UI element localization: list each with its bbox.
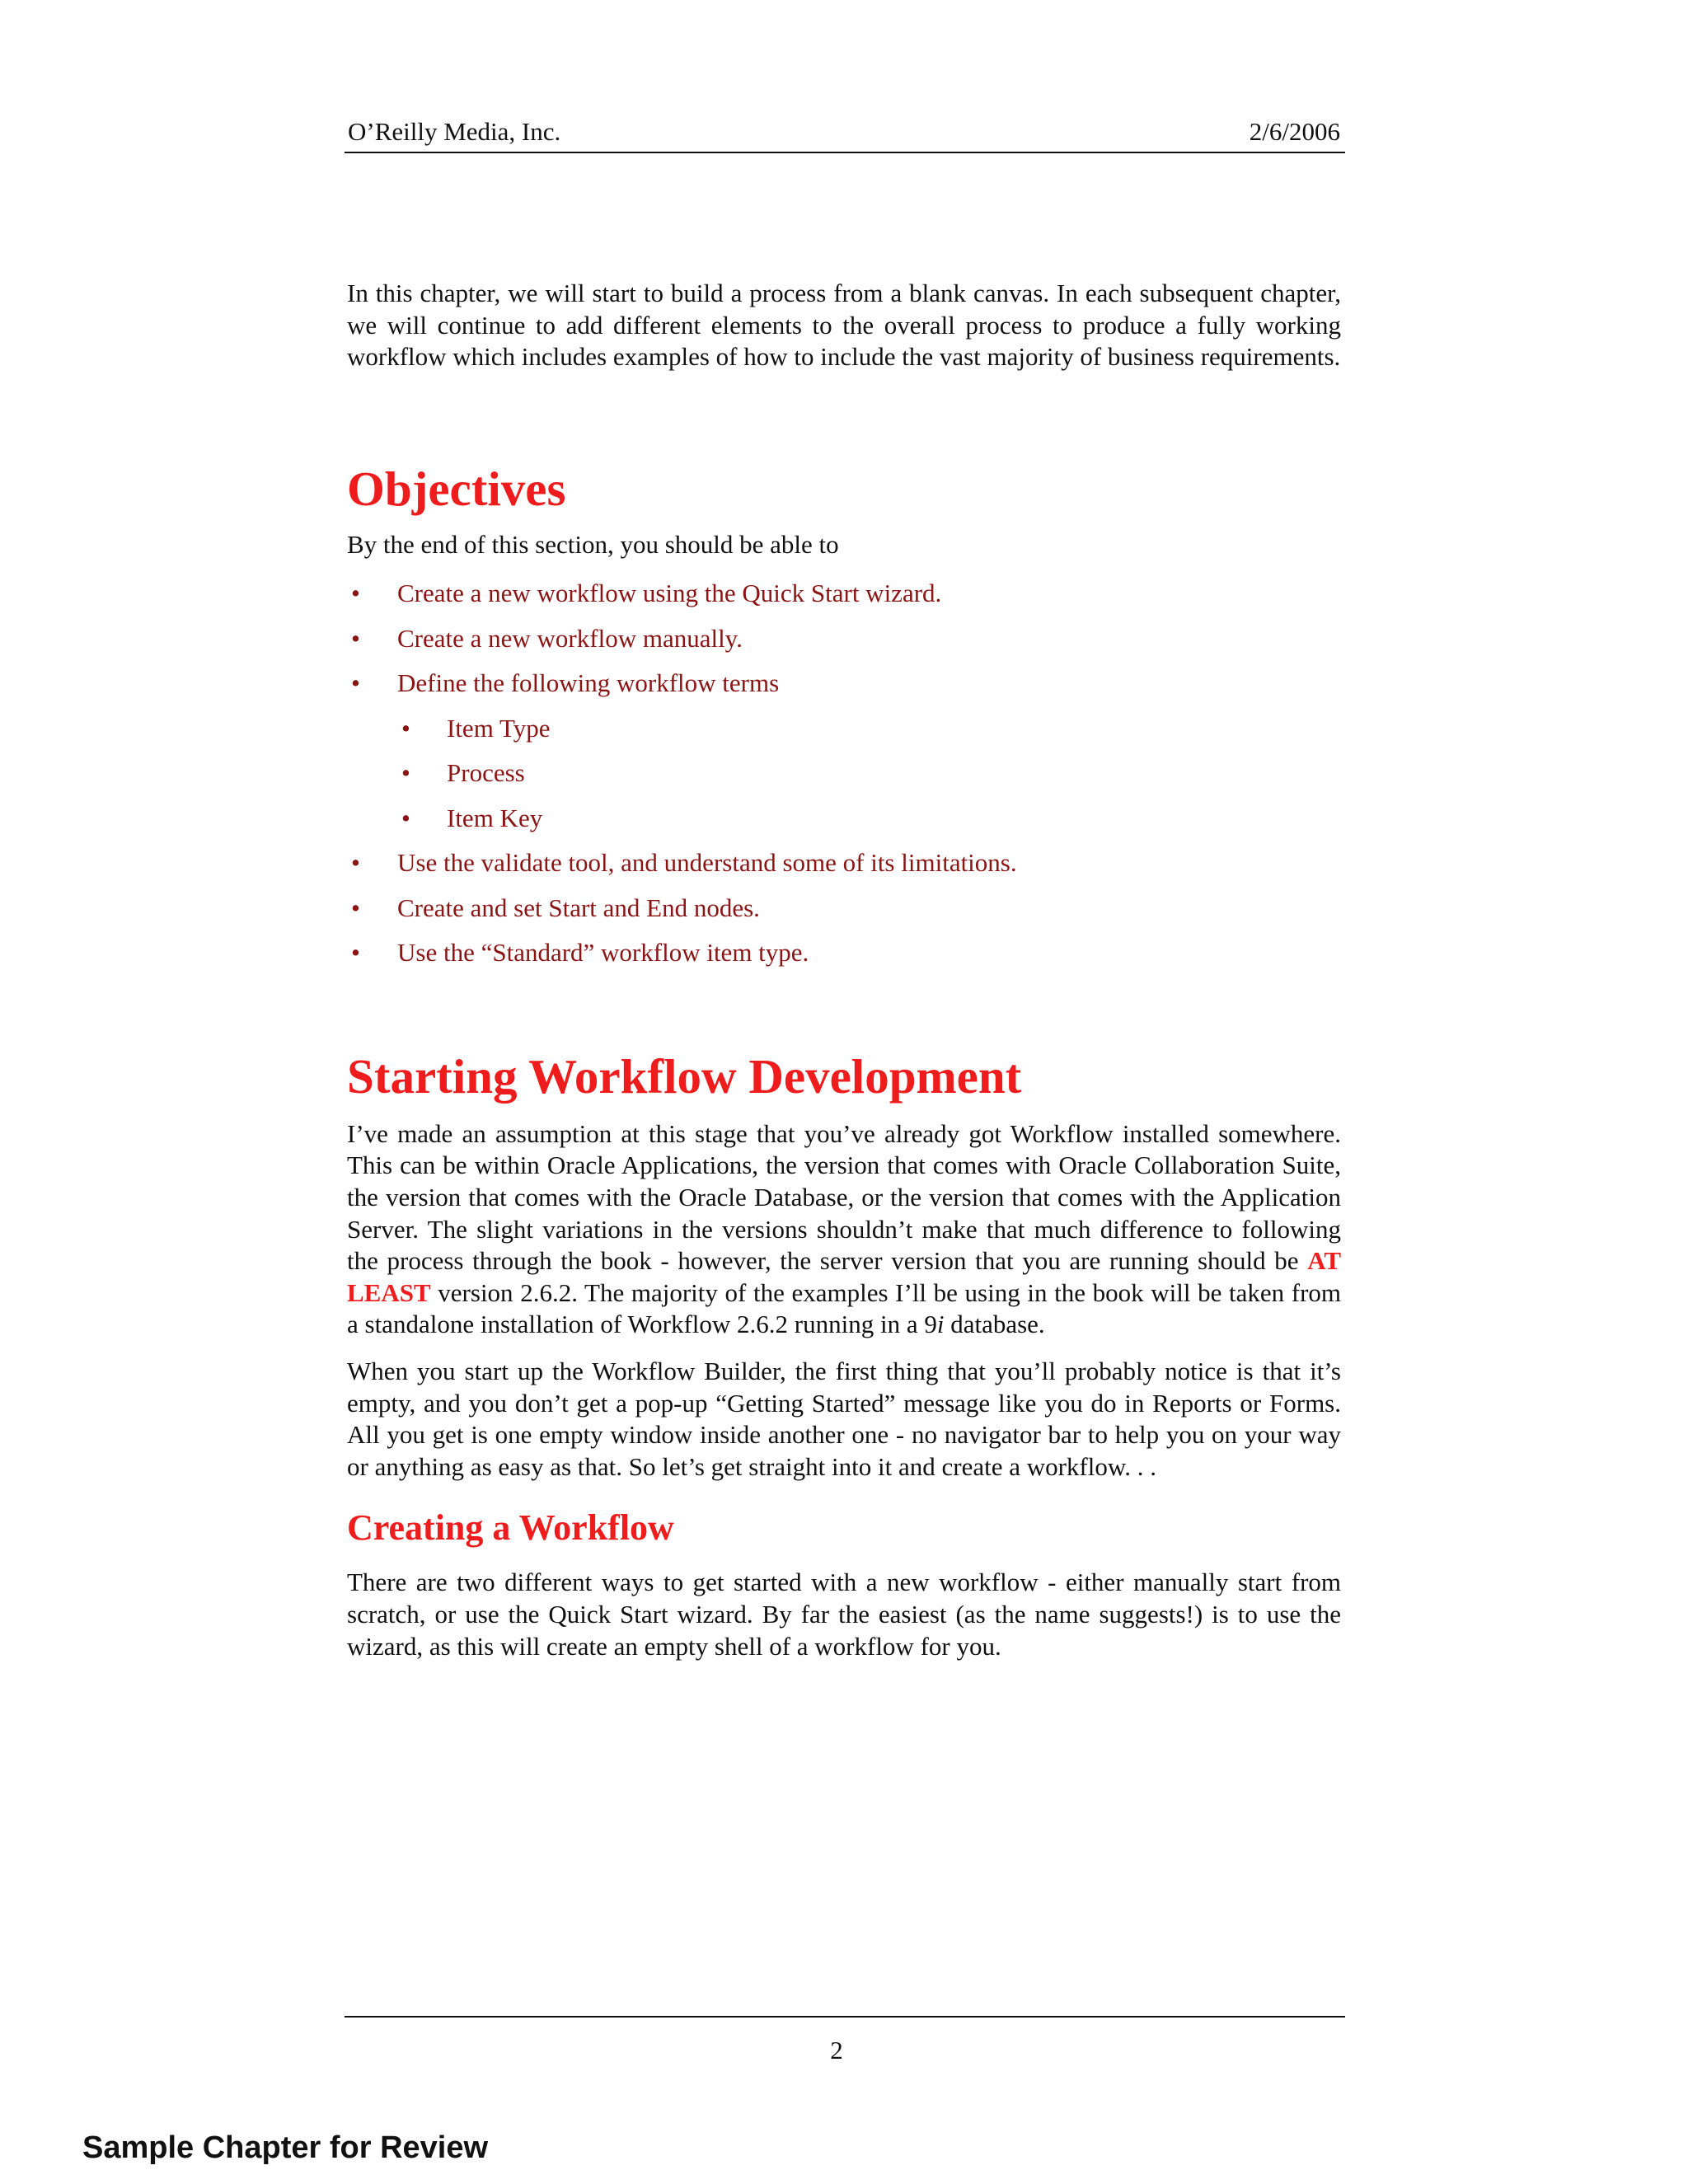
body-content [347,278,1341,1662]
objective-subitem [347,802,1341,847]
objective-item [347,892,1341,937]
objective-text: Use the validate tool, and understand some of its limitations. [397,848,1017,878]
objectives-list [347,577,1341,982]
bullet-icon: • [351,848,360,878]
intro-paragraph: In this chapter, we will start to build a process from a blank canvas. In each subsequent chapter, we will continue to add different elements to the overall process to produce a fully working workflow which includes examples of how to include the vast majority of business requirements. [347,279,1341,372]
objective-text: Create and set Start and End nodes. [397,893,760,922]
review-label: Sample Chapter for Review [82,2130,489,2165]
bullet-icon: • [351,938,360,968]
starting-text-italic: i [936,1310,945,1339]
objective-text: Item Key [447,803,543,832]
objective-item [347,846,1341,892]
bullet-icon: • [351,579,360,608]
starting-paragraph-1 [347,1118,1341,1341]
starting-heading: Starting Workflow Development [347,1048,1022,1104]
objective-item [347,936,1341,982]
objective-text: Use the “Standard” workflow item type. [397,938,809,968]
objectives-lead: By the end of this section, you should be able to [347,529,839,559]
header-publisher: O’Reilly Media, Inc. [348,117,561,146]
footer-rule [345,2016,1345,2018]
objectives-heading: Objectives [347,461,566,516]
creating-heading: Creating a Workflow [347,1507,674,1549]
objective-item [347,667,1341,712]
bullet-icon: • [351,668,360,698]
at-least-emphasis: AT LEAST [347,1246,1341,1307]
starting-text-c: database. [944,1310,1045,1339]
objective-item [347,622,1341,668]
objective-item [347,577,1341,622]
bullet-icon: • [401,713,410,743]
objective-text: Create a new workflow using the Quick Start wizard. [397,579,942,608]
starting-text-a: I’ve made an assumption at this stage that you’ve already got Workflow installed somewhere. This can be within Oracle Applications, the version that comes with Oracle Collaboration Suite, the version that comes with the Oracle Database, or the version that comes with the Application Server. The slight variations in the versions shouldn’t make that much difference to following the process through the book - however, the server version that you are running should be [347,1118,1341,1276]
objective-text: Item Type [447,713,551,743]
bullet-icon: • [351,623,360,653]
page-number: 2 [830,2036,843,2064]
bullet-icon: • [351,893,360,922]
objective-text: Create a new workflow manually. [397,623,743,653]
running-header [345,117,1345,153]
bullet-icon: • [401,758,410,788]
starting-text-b: version 2.6.2. The majority of the examples I’ll be using in the book will be taken from a standalone installation of Workflow 2.6.2 running in a 9 [347,1277,1341,1339]
objective-subitem [347,712,1341,757]
starting-paragraph-2: When you start up the Workflow Builder, the first thing that you’ll probably notice is that it’s empty, and you don’t get a pop-up “Getting Started” message like you do in Reports or Forms. All you get is one empty window inside another one - no navigator bar to help you on your way or anything as easy as that. So let’s get straight into it and create a workflow. . . [347,1357,1341,1481]
objective-text: Define the following workflow terms [397,668,780,698]
objective-subitem [347,757,1341,802]
objective-text: Process [447,758,525,788]
bullet-icon: • [401,803,410,832]
creating-paragraph: There are two different ways to get started with a new workflow - either manually start from scratch, or use the Quick Start wizard. By far the easiest (as the name suggests!) is to use the wizard, as this will create an empty shell of a workflow for you. [347,1568,1341,1661]
header-date: 2/6/2006 [1249,117,1340,146]
